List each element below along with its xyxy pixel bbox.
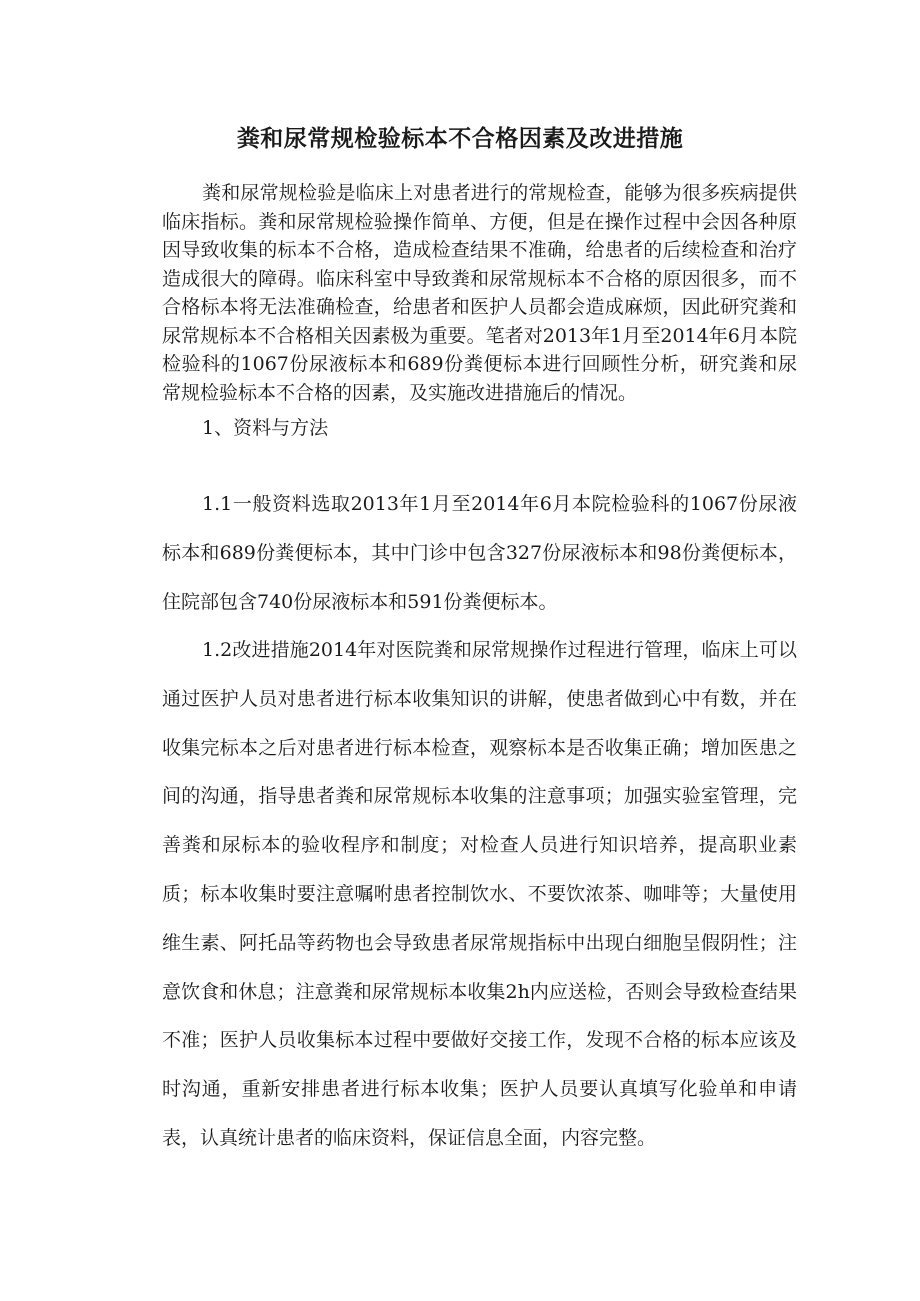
- intro-paragraph: 粪和尿常规检验是临床上对患者进行的常规检查，能够为很多疾病提供临床指标。粪和尿常规检验操作简单、方便，但是在操作过程中会因各种原因导致收集的标本不合格，造成检查结果不准确，给患者的后续检查和治疗造成很大的障碍。临床科室中导致粪和尿常规标本不合格的原因很多，而不合格标本将无法准确检查，给患者和医护人员都会造成麻烦，因此研究粪和尿常规标本不合格相关因素极为重要。笔者对2013年1月至2014年6月本院检验科的1067份尿液标本和689份粪便标本进行回顾性分析，研究粪和尿常规检验标本不合格的因素，及实施改进措施后的情况。: [162, 182, 797, 404]
- document-title: 粪和尿常规检验标本不合格因素及改进措施: [236, 125, 684, 152]
- paragraph-1-2: 1.2改进措施2014年对医院粪和尿常规操作过程进行管理，临床上可以通过医护人员对患者进行标本收集知识的讲解，使患者做到心中有数，并在收集完标本之后对患者进行标本检查，观察标本是否收集正确；增加医患之间的沟通，指导患者粪和尿常规标本收集的注意事项；加强实验室管理，完善粪和尿标本的验收程序和制度；对检查人员进行知识培养，提高职业素质；标本收集时要注意嘱咐患者控制饮水、不要饮浓茶、咖啡等；大量使用维生素、阿托品等药物也会导致患者尿常规指标中出现白细胞呈假阴性；注意饮食和休息；注意粪和尿常规标本收集2h内应送检，否则会导致检查结果不准；医护人员收集标本过程中要做好交接工作，发现不合格的标本应该及时沟通，重新安排患者进行标本收集；医护人员要认真填写化验单和申请表，认真统计患者的临床资料，保证信息全面，内容完整。: [162, 639, 797, 1149]
- paragraph-1-1: 1.1一般资料选取2013年1月至2014年6月本院检验科的1067份尿液标本和689份粪便标本，其中门诊中包含327份尿液标本和98份粪便标本，住院部包含740份尿液标本和591份粪便标本。: [162, 493, 797, 613]
- section-heading: 1、资料与方法: [202, 417, 329, 439]
